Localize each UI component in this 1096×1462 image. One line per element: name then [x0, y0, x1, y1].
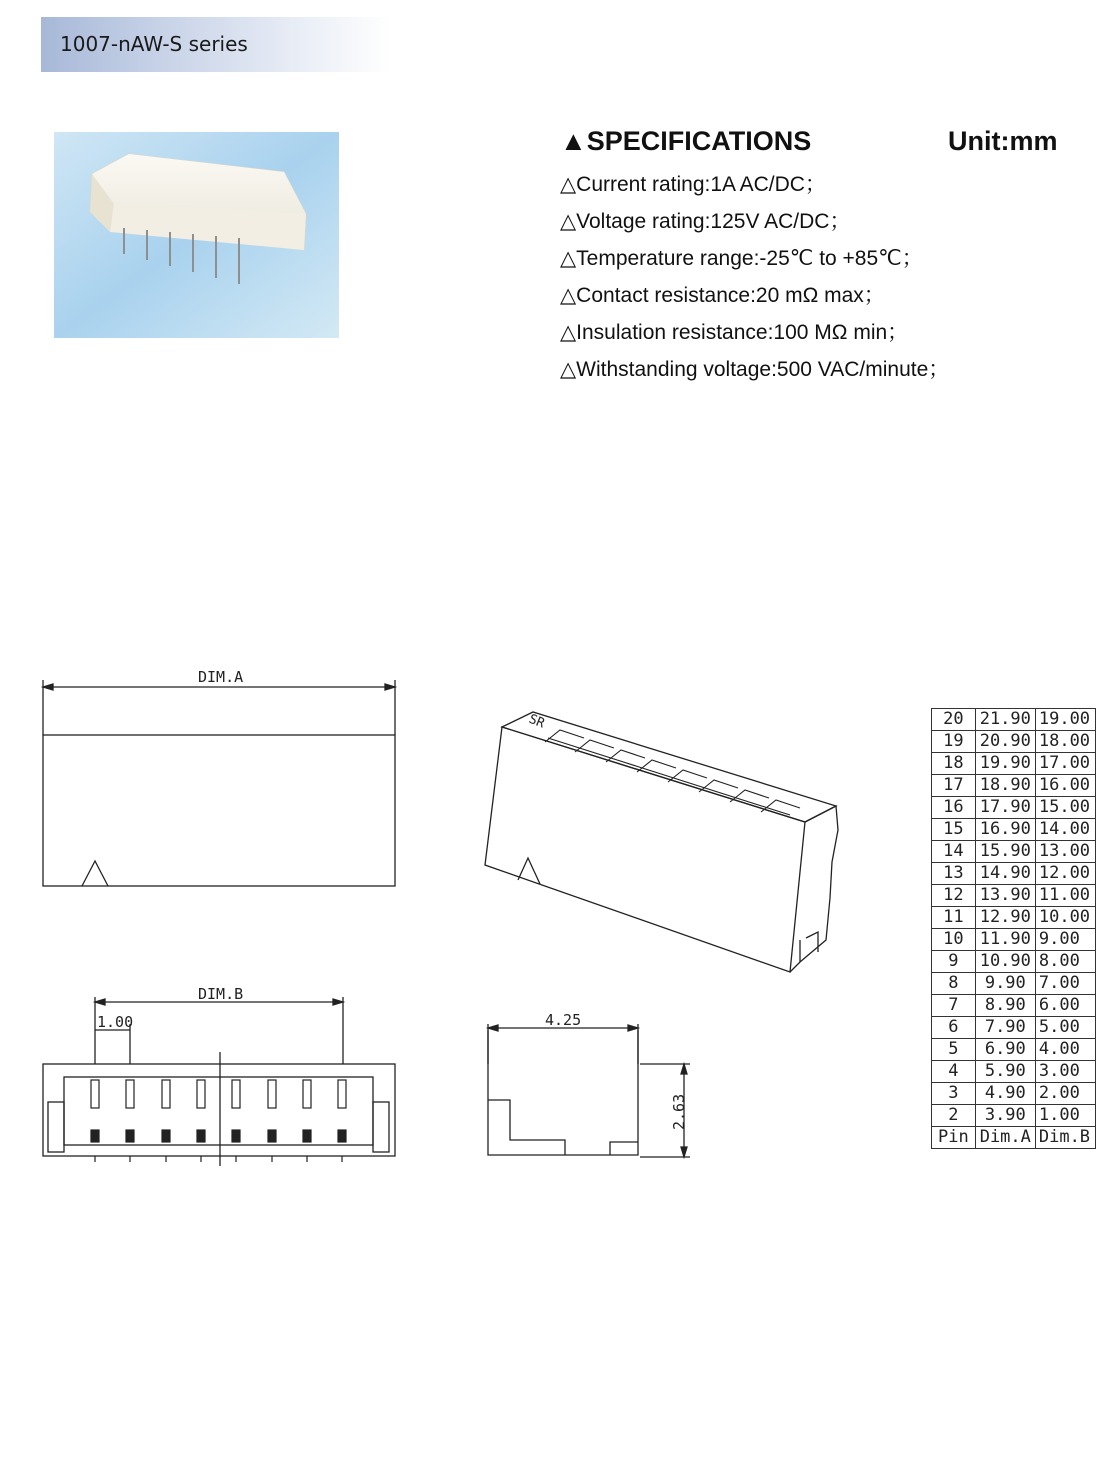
unit-label: Unit:mm [948, 126, 1058, 156]
depth-label: 4.25 [545, 1011, 582, 1029]
pin-marking-label: SR [526, 711, 547, 732]
spec-insulation-resistance: △Insulation resistance:100 MΩ min； [560, 321, 909, 344]
spec-withstanding-voltage: △Withstanding voltage:500 VAC/minute； [560, 358, 950, 381]
table-row: 18 19.90 17.00 [932, 753, 1096, 775]
top-view-drawing [43, 680, 395, 886]
specifications-heading: ▲SPECIFICATIONS [560, 126, 812, 156]
table-row: 12 13.90 11.00 [932, 885, 1096, 907]
series-title: 1007-nAW-S series [60, 32, 248, 56]
table-row: 2 3.90 1.00 [932, 1105, 1096, 1127]
table-row: 11 12.90 10.00 [932, 907, 1096, 929]
isometric-view-drawing [485, 712, 838, 972]
dimension-table-clip [931, 708, 1096, 1168]
side-view-drawing [488, 1024, 690, 1157]
table-row: 4 5.90 3.00 [932, 1061, 1096, 1083]
spec-voltage-rating: △Voltage rating:125V AC/DC； [560, 210, 851, 233]
spec-temperature-range: △Temperature range:-25℃ to +85℃； [560, 247, 923, 270]
dimension-table [931, 708, 1096, 1149]
pitch-label: 1.00 [97, 1013, 134, 1031]
table-row: 3 4.90 2.00 [932, 1083, 1096, 1105]
table-row: 15 16.90 14.00 [932, 819, 1096, 841]
front-view-drawing [43, 997, 395, 1166]
table-row: 13 14.90 12.00 [932, 863, 1096, 885]
table-row: 7 8.90 6.00 [932, 995, 1096, 1017]
dim-a-label: DIM.A [198, 668, 244, 686]
spec-current-rating: △Current rating:1A AC/DC； [560, 173, 826, 196]
table-row: 17 18.90 16.00 [932, 775, 1096, 797]
table-row: 8 9.90 7.00 [932, 973, 1096, 995]
table-row: 5 6.90 4.00 [932, 1039, 1096, 1061]
table-row: 6 7.90 5.00 [932, 1017, 1096, 1039]
dim-b-label: DIM.B [198, 985, 244, 1003]
table-row: 20 21.90 19.00 [932, 709, 1096, 731]
table-row: 14 15.90 13.00 [932, 841, 1096, 863]
height-label: 2.63 [670, 1093, 688, 1130]
table-row: 9 10.90 8.00 [932, 951, 1096, 973]
table-row: 10 11.90 9.00 [932, 929, 1096, 951]
table-row: 16 17.90 15.00 [932, 797, 1096, 819]
table-row: 19 20.90 18.00 [932, 731, 1096, 753]
table-header-row: Pin Dim.A Dim.B [932, 1127, 1096, 1149]
spec-contact-resistance: △Contact resistance:20 mΩ max； [560, 284, 885, 307]
